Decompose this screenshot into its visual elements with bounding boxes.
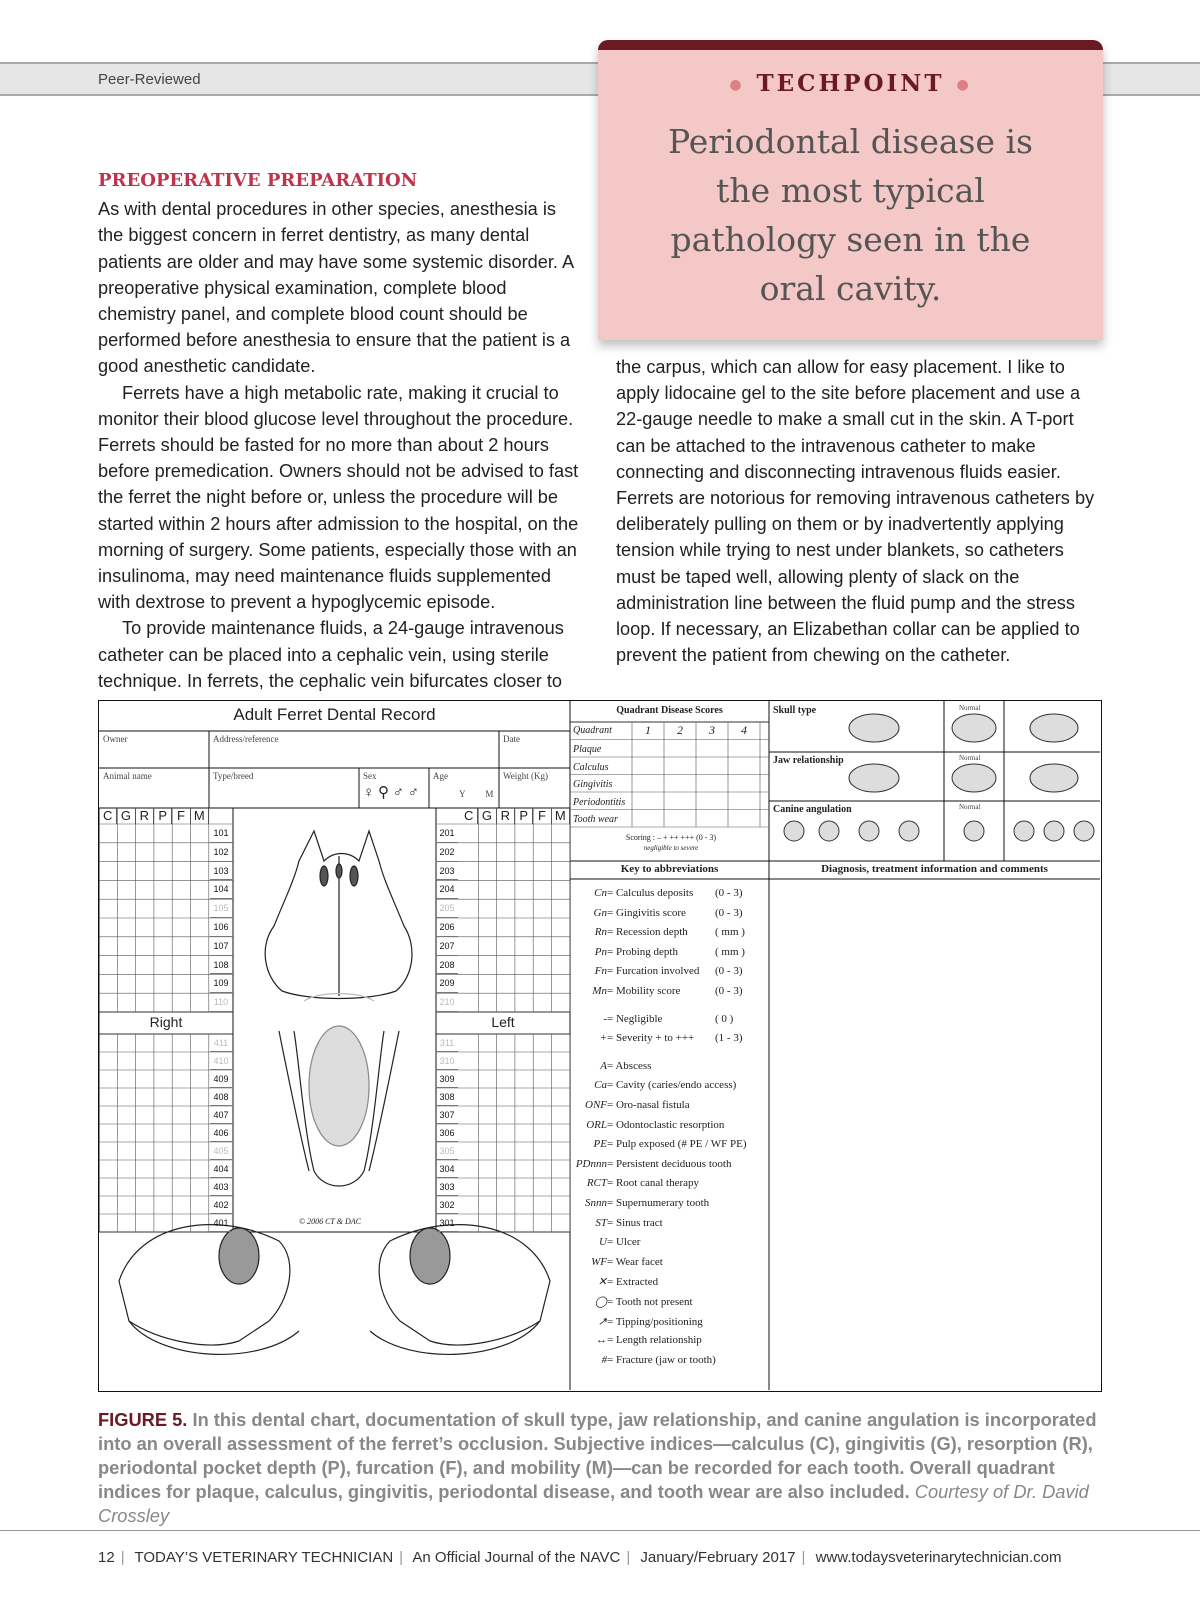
article-right-column	[616, 354, 1102, 668]
tooth-number: 209	[436, 974, 458, 993]
key-entry	[573, 1275, 715, 1288]
index-column-G: G	[478, 808, 496, 824]
key-code: Rn	[594, 926, 607, 939]
quadrant-number: 4	[741, 723, 747, 737]
key-entry	[573, 946, 745, 958]
tooth-number: 208	[436, 956, 458, 975]
index-column-R: R	[136, 808, 154, 824]
key-description: = Length relationship	[607, 1334, 702, 1347]
animal-name-field[interactable]: Animal name	[103, 771, 152, 781]
diagnosis-notes-area[interactable]	[771, 881, 1098, 1386]
key-description: = Probing depth	[607, 945, 678, 958]
quadrant-header: Quadrant	[573, 725, 612, 736]
quadrant-row-label: Tooth wear	[573, 814, 618, 825]
key-description: = Furcation involved	[607, 965, 700, 978]
tooth-number: 107	[210, 937, 232, 956]
key-code: ORL	[586, 1118, 607, 1131]
tooth-number: 307	[436, 1106, 458, 1124]
age-units: Y M	[459, 789, 494, 799]
key-code: Ca	[594, 1079, 607, 1092]
owner-field[interactable]: Owner	[103, 734, 128, 744]
sex-field[interactable]: Sex	[363, 771, 377, 781]
left-label: Left	[491, 1014, 515, 1030]
key-code: -	[603, 1012, 607, 1025]
lower-jaw-drawing	[279, 994, 399, 1187]
canine-angulation-label: Canine angulation	[773, 804, 852, 815]
index-column-M: M	[191, 808, 209, 824]
index-column-C: C	[99, 808, 117, 824]
key-title: Key to abbreviations	[620, 863, 719, 875]
figure-caption	[98, 1408, 1102, 1528]
key-entry	[573, 1236, 715, 1248]
key-range: (0 - 3)	[715, 985, 743, 997]
tooth-number: 403	[210, 1178, 232, 1196]
key-entry	[573, 1013, 733, 1025]
index-column-G: G	[117, 808, 135, 824]
quadrant-row-label: Plaque	[573, 744, 602, 755]
paragraph: Ferrets have a high metabolic rate, making it crucial to monitor their blood glucose level throughout the procedure. Ferrets should be fasted for no more than about 2 hours before premedication. Owners should not be advised to fast the ferret the night before or, unless the procedure will be started within 2 hours after admission to the hospital, on the morning of surgery. Some patients, especially those with an insulinoma, may need maintenance fluids supplemented with dextrose to prevent a hypoglycemic episode.	[98, 382, 579, 613]
key-entry	[573, 965, 743, 977]
key-code: Fn	[594, 965, 607, 978]
key-code: Pn	[594, 945, 607, 958]
tooth-number: 411	[210, 1034, 232, 1052]
tooth-number: 404	[210, 1160, 232, 1178]
tooth-number: 110	[210, 993, 232, 1012]
key-description: = Ulcer	[607, 1236, 641, 1249]
key-code: ONF	[585, 1099, 607, 1111]
tooth-number: 109	[210, 974, 232, 993]
dental-chart	[98, 700, 1102, 1392]
key-range: ( mm )	[715, 926, 745, 939]
journal-line: An Official Journal of the NAVC	[412, 1549, 621, 1566]
key-code: ↔	[596, 1334, 607, 1347]
key-entry	[573, 1032, 743, 1044]
key-code: #	[601, 1353, 607, 1366]
quadrant-number: 2	[677, 723, 683, 737]
index-column-F: F	[533, 808, 551, 824]
tooth-number: 305	[436, 1142, 458, 1160]
key-description: = Root canal therapy	[607, 1177, 700, 1190]
paragraph: To provide maintenance fluids, a 24-gauge intravenous catheter can be placed into a cephalic vein, using sterile technique. In ferrets, the cephalic vein bifurcates closer to	[98, 618, 564, 691]
article-left-column	[98, 168, 586, 694]
index-column-R: R	[497, 808, 515, 824]
key-entry	[573, 1177, 715, 1189]
tooth-number: 408	[210, 1088, 232, 1106]
tooth-number: 104	[210, 880, 232, 899]
key-entry	[573, 1079, 737, 1092]
quadrant-row-label: Periodontitis	[573, 796, 626, 808]
index-column-P: P	[515, 808, 533, 824]
tooth-number: 304	[436, 1160, 458, 1178]
tooth-number: 306	[436, 1124, 458, 1142]
tooth-number: 103	[210, 862, 232, 881]
tooth-number: 309	[436, 1070, 458, 1088]
key-description: = Tooth not present	[607, 1296, 693, 1308]
key-description: = Recession depth	[607, 926, 688, 939]
key-entry	[573, 1138, 747, 1151]
tooth-number: 301	[436, 1214, 458, 1232]
tooth-number: 405	[210, 1142, 232, 1160]
tooth-number: 210	[436, 993, 458, 1012]
key-entry	[573, 1060, 715, 1072]
key-code: WF	[591, 1255, 607, 1268]
quadrant-title: Quadrant Disease Scores	[616, 705, 723, 716]
right-label: Right	[149, 1014, 183, 1030]
normal-label: Normal	[959, 803, 981, 811]
key-code: U	[599, 1236, 607, 1249]
page-number: 12	[98, 1549, 115, 1566]
key-description: = Pulp exposed (# PE / WF PE)	[607, 1138, 747, 1151]
techpoint-title: ● TECHPOINT ●	[729, 70, 972, 97]
paragraph: As with dental procedures in other species, anesthesia is the biggest concern in ferret dentistry, as many dental patients are older and may have some systemic disorder. A preoperative physical examination, complete blood chemistry panel, and complete blood count should be performed before anesthesia to ensure that the patient is a good anesthetic candidate.	[98, 199, 574, 377]
key-entry	[573, 1295, 715, 1308]
key-code: +	[599, 1032, 607, 1045]
tooth-number: 204	[436, 880, 458, 899]
key-code: ST	[595, 1216, 607, 1229]
key-entry	[573, 985, 743, 997]
tooth-number: 401	[210, 1214, 232, 1232]
techpoint-box	[598, 40, 1103, 340]
index-columns-right	[99, 808, 209, 824]
key-description: = Sinus tract	[607, 1216, 663, 1229]
key-code: PE	[593, 1138, 607, 1151]
key-range: ( 0 )	[715, 1012, 734, 1025]
key-entry	[573, 1118, 725, 1131]
quadrant-rows	[573, 741, 625, 829]
tooth-number: 409	[210, 1070, 232, 1088]
tooth-number: 108	[210, 956, 232, 975]
key-entry	[573, 926, 745, 938]
issue-date: January/February 2017	[640, 1549, 796, 1566]
key-entry	[573, 887, 743, 899]
key-description: = Oro-nasal fistula	[607, 1099, 690, 1111]
footer-rule	[0, 1530, 1200, 1531]
figure-label: FIGURE 5.	[98, 1409, 188, 1430]
quadrant-row-label: Calculus	[573, 761, 609, 773]
key-description: = Tipping/positioning	[607, 1315, 703, 1328]
tooth-number: 105	[210, 899, 232, 918]
tooth-number: 202	[436, 843, 458, 862]
chart-title: Adult Ferret Dental Record	[233, 705, 436, 724]
tooth-number: 310	[436, 1052, 458, 1070]
key-code: ↗	[597, 1315, 607, 1328]
key-description: = Gingivitis score	[607, 906, 686, 919]
key-entry	[573, 907, 743, 919]
quadrant-number: 1	[645, 723, 651, 737]
key-code: RCT	[586, 1177, 607, 1190]
key-code: Snnn	[585, 1197, 607, 1209]
tooth-number: 402	[210, 1196, 232, 1214]
key-description: = Mobility score	[607, 985, 681, 997]
normal-label: Normal	[959, 704, 981, 712]
tooth-number: 206	[436, 918, 458, 937]
index-column-M: M	[552, 808, 570, 824]
lateral-skull-left	[370, 1225, 550, 1355]
key-entry	[573, 1157, 732, 1170]
scoring-sub: negligible to severe	[643, 844, 699, 852]
magazine-name: TODAY’S VETERINARY TECHNICIAN	[134, 1549, 394, 1566]
key-code: Cn	[594, 887, 607, 899]
quadrant-row-label: Gingivitis	[573, 779, 613, 790]
index-columns-left	[460, 808, 570, 824]
quadrant-number: 3	[709, 723, 715, 737]
copyright: © 2006 CT & DAC	[299, 1217, 361, 1226]
tooth-number: 311	[436, 1034, 458, 1052]
lateral-skull-right	[119, 1225, 299, 1355]
tooth-number: 308	[436, 1088, 458, 1106]
section-heading: PREOPERATIVE PREPARATION	[98, 170, 418, 191]
caption-text: In this dental chart, documentation of skull type, jaw relationship, and canine angulation is incorporated into an overall assessment of the ferret’s occlusion. Subjective indices—calculus (C), gingivitis (G), resorption (R), periodontal pocket depth (P), furcation (F), and mobility (M)—can be recorded for each tooth. Overall quadrant indices for plaque, calculus, gingivitis, periodontal disease, and tooth wear are also included.	[98, 1409, 1097, 1502]
key-description: = Supernumerary tooth	[607, 1197, 710, 1209]
key-range: (1 - 3)	[715, 1032, 743, 1045]
weight-field[interactable]: Weight (Kg)	[503, 771, 549, 781]
key-description: = Severity + to +++	[607, 1032, 695, 1045]
key-description: = Wear facet	[607, 1255, 663, 1268]
key-entry	[573, 1099, 715, 1111]
key-entry	[573, 1354, 715, 1366]
sex-symbols: ♀ ⚲ ♂ ♂	[363, 785, 419, 801]
tooth-number: 207	[436, 937, 458, 956]
key-description: = Fracture (jaw or tooth)	[607, 1353, 716, 1366]
diagnosis-title: Diagnosis, treatment information and comments	[821, 863, 1048, 875]
key-code: Gn	[593, 906, 607, 919]
type-breed-field[interactable]: Type/breed	[213, 771, 254, 781]
tooth-number: 406	[210, 1124, 232, 1142]
quadrant-numbers	[632, 723, 769, 738]
tooth-number: 101	[210, 824, 232, 843]
tooth-number: 407	[210, 1106, 232, 1124]
techpoint-quote: Periodontal disease is the most typical pathology seen in the oral cavity.	[668, 122, 1033, 308]
key-description: = Negligible	[607, 1012, 663, 1025]
skull-type-label: Skull type	[773, 705, 817, 716]
paragraph: the carpus, which can allow for easy placement. I like to apply lidocaine gel to the site before placement and use a 22-gauge needle to make a small cut in the skin. A T-port can be attached to the intravenous catheter to make connecting and disconnecting intravenous fluids easier. Ferrets are notorious for removing intravenous catheters by deliberately pulling on them or by inadvertently applying tension while trying to nest under blankets, so catheters must be taped well, allowing plenty of slack on the administration line between the fluid pump and the stress loop. If necessary, an Elizabethan collar can be applied to prevent the patient from chewing on the catheter.	[616, 357, 1095, 666]
key-code: PDnnn	[575, 1157, 607, 1170]
date-field[interactable]: Date	[503, 734, 520, 744]
jaw-relationship-label: Jaw relationship	[773, 755, 844, 766]
section-label: Peer-Reviewed	[98, 71, 201, 88]
tooth-number: 410	[210, 1052, 232, 1070]
index-column-P: P	[154, 808, 172, 824]
tooth-number: 201	[436, 824, 458, 843]
key-description: = Extracted	[607, 1276, 659, 1289]
index-column-F: F	[172, 808, 190, 824]
key-entry	[573, 1334, 715, 1346]
occlusion-thumbnails	[784, 714, 1094, 841]
key-code: ◯	[594, 1296, 607, 1308]
key-code: A	[600, 1059, 607, 1072]
caption-credit: Courtesy of Dr. David Crossley	[98, 1481, 1089, 1526]
key-entry	[573, 1217, 715, 1229]
key-entry	[573, 1256, 715, 1268]
key-range: (0 - 3)	[715, 906, 743, 919]
page-footer: 12 | TODAY’S VETERINARY TECHNICIAN | An Official Journal of the NAVC | January/February 2017 | www.todaysveterinarytechnician.com	[98, 1549, 1062, 1566]
key-description: = Persistent deciduous tooth	[607, 1157, 732, 1170]
tooth-number: 205	[436, 899, 458, 918]
key-entry	[573, 1197, 715, 1209]
tooth-number: 106	[210, 918, 232, 937]
key-description: = Cavity (caries/endo access)	[607, 1079, 737, 1092]
key-range: (0 - 3)	[715, 887, 743, 899]
index-column-C: C	[460, 808, 478, 824]
tooth-number: 302	[436, 1196, 458, 1214]
key-entry	[573, 1315, 715, 1328]
key-description: = Calculus deposits	[607, 887, 694, 899]
key-range: (0 - 3)	[715, 965, 743, 978]
website-link[interactable]: www.todaysveterinarytechnician.com	[815, 1549, 1062, 1566]
tooth-number: 303	[436, 1178, 458, 1196]
key-description: = Abscess	[607, 1059, 652, 1072]
normal-label: Normal	[959, 754, 981, 762]
tooth-number: 102	[210, 843, 232, 862]
tooth-number: 203	[436, 862, 458, 881]
address-field[interactable]: Address/reference	[213, 734, 279, 744]
scoring-legend: Scoring : – + ++ +++ (0 - 3)	[625, 833, 717, 842]
age-field[interactable]: Age	[433, 771, 448, 781]
key-range: ( mm )	[715, 945, 745, 958]
key-description: = Odontoclastic resorption	[607, 1118, 725, 1131]
key-code: Mn	[592, 985, 607, 997]
upper-jaw-drawing	[265, 831, 412, 999]
key-code: ✕	[597, 1276, 607, 1289]
